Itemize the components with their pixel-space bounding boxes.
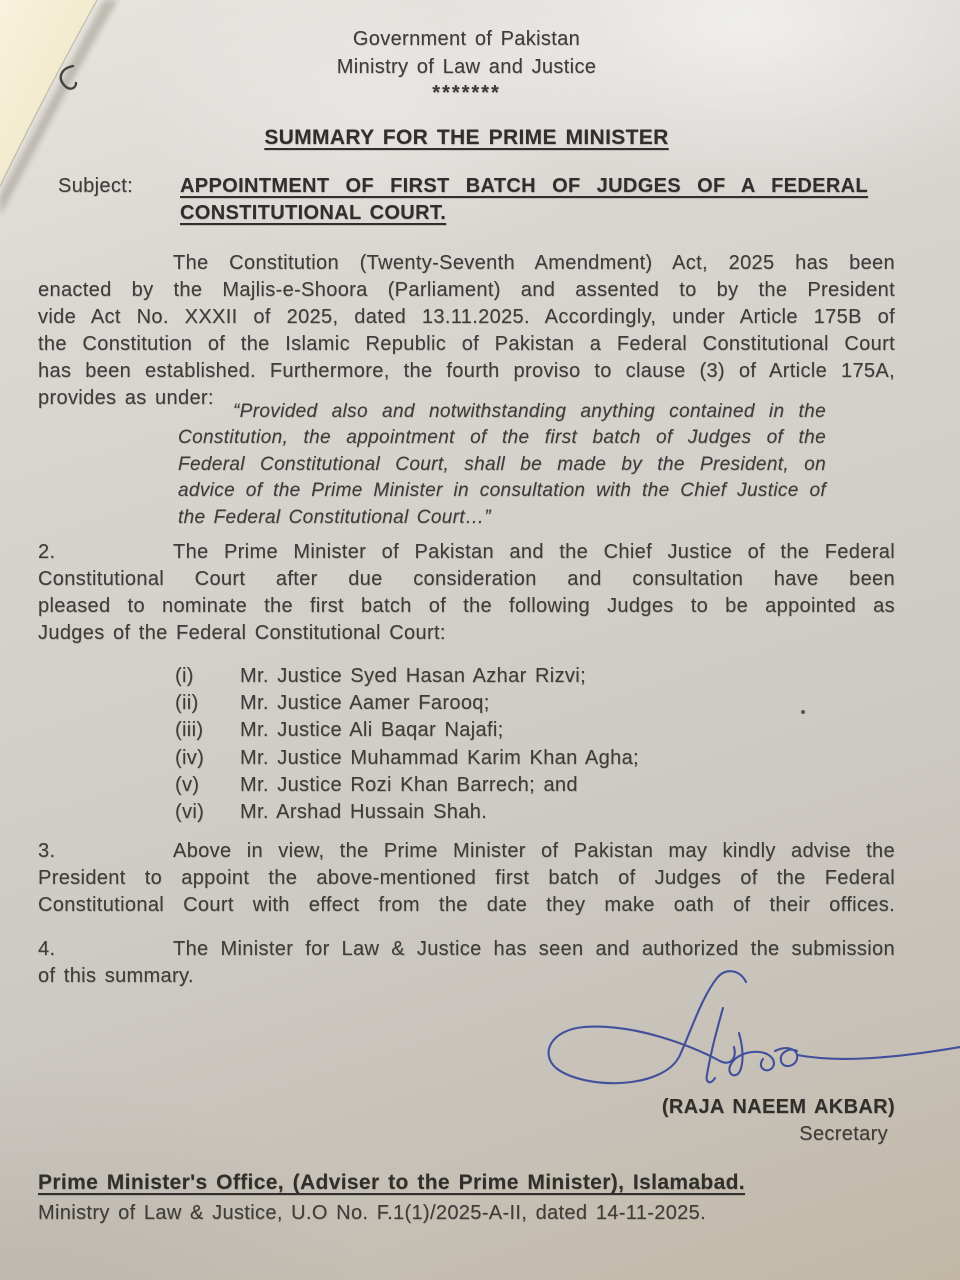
list-item-numeral: (vi)	[175, 800, 205, 823]
paragraph-3	[38, 838, 895, 919]
header-separator-stars: *******	[432, 82, 501, 104]
paragraph-number: 3.	[38, 840, 56, 862]
judge-name: Mr. Arshad Hussain Shah.	[240, 800, 488, 823]
subject-block	[180, 173, 868, 227]
footer-office-line: Prime Minister's Office, (Adviser to the Prime Minister), Islamabad.	[38, 1171, 745, 1194]
judge-name: Mr. Justice Rozi Khan Barrech; and	[240, 773, 578, 796]
text-line: has been established. Furthermore, the fourth proviso to clause (3) of Article 175A,	[38, 360, 895, 382]
text-line: of this summary.	[38, 965, 194, 987]
text-line: the Federal Constitutional Court…”	[178, 506, 491, 528]
text-line: provides as under:	[38, 387, 214, 409]
signatory-name: (RAJA NAEEM AKBAR)	[661, 1096, 895, 1118]
text-line: Constitutional Court after due consideration and consultation have been	[38, 568, 895, 590]
list-item-numeral: (ii)	[175, 692, 199, 715]
text-line: The Constitution (Twenty-Seventh Amendment) Act, 2025 has been	[173, 252, 895, 274]
subject-line: CONSTITUTIONAL COURT.	[180, 202, 447, 224]
text-line: Judges of the Federal Constitutional Court:	[38, 622, 446, 644]
doc-title-text: SUMMARY FOR THE PRIME MINISTER	[264, 126, 669, 149]
judge-name: Mr. Justice Muhammad Karim Khan Agha;	[240, 746, 639, 769]
paragraph-number: 4.	[38, 938, 56, 960]
text-line: Above in view, the Prime Minister of Pakistan may kindly advise the	[173, 840, 895, 862]
text-line: The Prime Minister of Pakistan and the Chief Justice of the Federal	[173, 541, 895, 563]
header-dept: Ministry of Law and Justice	[336, 56, 597, 78]
judge-name: Mr. Justice Ali Baqar Najafi;	[240, 719, 504, 742]
list-item-numeral: (iii)	[175, 719, 204, 742]
list-item	[38, 745, 895, 772]
paragraph-number: 2.	[38, 541, 56, 563]
text-line: Constitution, the appointment of the first batch of Judges of the	[178, 427, 826, 449]
signature-ink	[540, 966, 960, 1096]
signatory-title: Secretary	[799, 1123, 888, 1145]
text-line: advice of the Prime Minister in consultation with the Chief Justice of	[178, 480, 826, 502]
subject-label: Subject:	[58, 175, 134, 197]
paragraph-1	[38, 250, 895, 412]
text-line: enacted by the Majlis-e-Shoora (Parliament) and assented to by the President	[38, 279, 895, 301]
text-line: Federal Constitutional Court, shall be made by the President, on	[178, 453, 826, 475]
paragraph-2	[38, 539, 895, 647]
list-item	[38, 772, 895, 799]
text-line: Constitutional Court with effect from the date they make oath of their offices.	[38, 894, 895, 916]
judge-name: Mr. Justice Aamer Farooq;	[240, 692, 490, 715]
text-line: the Constitution of the Islamic Republic of Pakistan a Federal Constitutional Court	[38, 333, 895, 355]
quotation-block	[178, 399, 826, 531]
list-item-numeral: (iv)	[175, 746, 205, 769]
footer-uo-line: Ministry of Law & Justice, U.O No. F.1(1)/2025-A-II, dated 14-11-2025.	[38, 1202, 707, 1224]
judge-name: Mr. Justice Syed Hasan Azhar Rizvi;	[240, 665, 586, 687]
judges-list	[38, 663, 895, 826]
list-item	[38, 717, 895, 744]
list-item-numeral: (i)	[175, 665, 194, 687]
list-item	[38, 799, 895, 826]
doc-title	[38, 124, 895, 151]
list-item-numeral: (v)	[175, 773, 200, 796]
subject-line: APPOINTMENT OF FIRST BATCH OF JUDGES OF A FEDERAL	[180, 175, 868, 197]
header-org: Government of Pakistan	[352, 28, 581, 50]
text-line: “Provided also and notwithstanding anything contained in the	[233, 401, 826, 422]
text-line: vide Act No. XXXII of 2025, dated 13.11.2025. Accordingly, under Article 175B of	[38, 306, 895, 328]
list-item	[38, 690, 895, 717]
text-line: The Minister for Law & Justice has seen and authorized the submission	[173, 938, 895, 960]
list-item	[38, 663, 895, 690]
text-line: pleased to nominate the first batch of the following Judges to be appointed as	[38, 595, 895, 617]
text-line: President to appoint the above-mentioned first batch of Judges of the Federal	[38, 867, 895, 889]
